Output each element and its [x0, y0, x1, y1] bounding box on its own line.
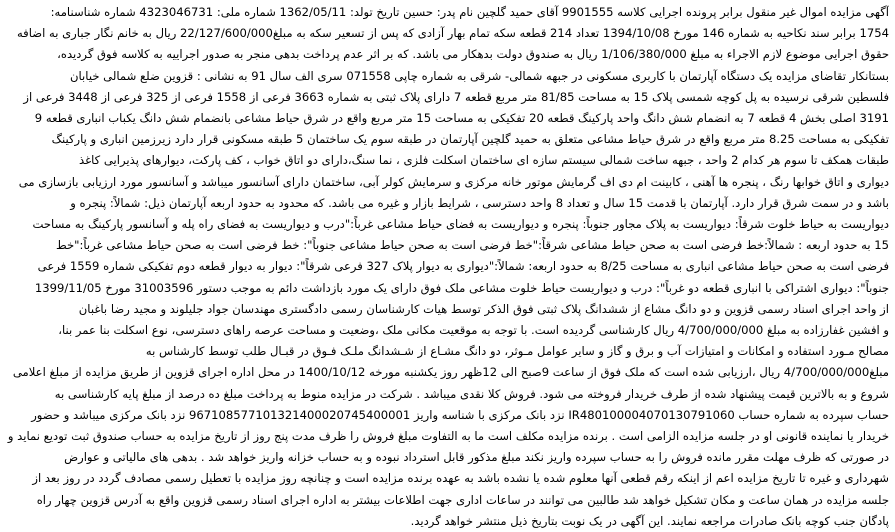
notice-line: و افشین غفارزاده به مبلغ 4/700/000/000 ریال کارشناسی گردیده است. با توجه به موقعیت مکانی ملک ،وضعیت و مساحت عرصه راهای دسترسی، نوع اسکلت بنا عمر بنا،	[58, 323, 889, 338]
notice-line: دیواریست به حیاط خلوت شرقاً: دیواریست به پلاک مجاور جنوباً: پنجره و دیواریست به فضای حیاط مشاعی غرباً:"درب و دیواریست به فضای راه پله و آسانسور پارکینگ به مساحت	[32, 217, 889, 232]
notice-line: جنوباً": دیواری اشتراکی با انباری قطعه دو غرباً": درب و دیواریست حیاط خلوت مشاعی ملک فوق دارای یک مورد بازداشت دائم به موجب دستور 31003596 مورخ 1399/11/05	[34, 280, 889, 295]
notice-line: تفکیکی به مساحت 8.25 متر مربع واقع در شرق حیاط مشاعی متعلق به حمید گلچین آپارتمان در طبقه سوم یک ساختمان 5 طبقه مسکونی قرار دارد زیرزمین انباری و پارکینگ	[51, 132, 889, 147]
notice-line: حقوق اجرایی موضوع لازم الاجراء به مبلغ 1/106/380/000 ریال به صندوق دولت بدهکار می باشد. که بر اثر عدم پرداخت بدهی منجر به صدور اجراییه به کلاسه فوق گردیده،	[57, 47, 889, 62]
notice-line: بستانکار تقاضای مزایده یک دستگاه آپارتمان با کاربری مسکونی در جبهه شمالی- شرقی به شماره چاپی 071558 سری الف سال 91 به نشانی : قزوین ضلع شمالی خیابان	[70, 68, 889, 83]
notice-line: حساب سپرده به شماره حساب IR480100004070130791060 نزد بانک مرکزی با شناسه واریز 967108577101321400020745400001 نزد بانک مرکزی میباشد و حضور	[31, 407, 889, 422]
notice-line: در صورتی که ظرف مهلت مقرر مانده فروش را به حساب سپرده واریز نکند مبلغ مذکور قابل استرداد نبوده و به حساب خزانه واریز خواهد شد . بدهی های مالیاتی و عوارض	[64, 450, 889, 465]
notice-line: طبقات همکف تا سوم هر کدام 2 واحد ، جبهه ساخت شمالی سیستم سازه ای ساختمان اسکلت فلزی ، نما سنگ،دارای دو اتاق خواب ، کف پارکت، دیوارهای پذیرایی کاغذ	[78, 153, 889, 168]
notice-line: دیواری و اتاق خوابها رنگ ، پنجره ها آهنی ، کابینت ام دی اف گرمایش موتور خانه مرکزی و سرمایش کولر آبی، ساختمان دارای آسانسور میباشد و آسانسور مورد ارزیابی بازسازی می	[18, 174, 889, 189]
notice-line: از واحد اجرای اسناد رسمی قزوین و دو دانگ مشاع از ششدانگ پلاک ثبتی فوق الذکر توسط هیات کارشناسان رسمی دادگستری مهندسان جواد جلیلوند و مجید رضا باغبان	[78, 301, 889, 316]
notice-line: آگهی مزایده اموال غیر منقول برابر پرونده اجرایی کلاسه 9901555 آقای حمید گلچین نام پدر: حسین تاریخ تولد: 1362/05/11 شماره ملی: 4323046731 شماره شناسنامه:	[50, 5, 889, 19]
notice-line: مبلغ4/700/000/000 ریال ،ارزیابی شده است که ملک فوق از ساعت 9صبح الی 12ظهر روز یکشنبه مورخه 1400/10/12 در محل اداره اجرای قزوین از طریق مزایده از مبلغ اعلامی	[12, 365, 889, 380]
notice-line: 3191 اصلی بخش 4 قطعه 7 به انضمام شش دانگ واحد پارکینگ قطعه 20 تفکیکی به مساحت 15 متر مربع واقع در شرق حیاط مشاعی بانضمام شش دانگ یکباب انباری قطعه 9	[34, 111, 889, 126]
notice-line: فرضی است به صحن حیاط مشاعی انباری به مساحت 8/25 به حدود اربعه: شمالاً:"دیواری به دیوار پلاک 327 فرعی شرقاً": دیوار به دیوار قطعه دوم تفکیکی شماره 1559 فرعی	[37, 259, 889, 274]
notice-line: شهرداری و غیره تا تاریخ مزایده اعم از اینکه رقم قطعی آنها معلوم شده یا نشده باشد به عهده برنده مزایده است و چنانچه روز مزایده با تعطیل رسمی مصادف گردد در روز بعد از	[32, 471, 889, 486]
notice-line: 1754 برابر سند نکاحیه به شماره 146 مورخ 1394/10/08 تعداد 214 قطعه سکه تمام بهار آزادی که پس از تسعیر سکه به مبلغ22/127/600/000 ریال به خانم نگار جباری به اضافه	[16, 26, 889, 41]
notice-line: مصالح مـورد استفاده و امکانات و امتیازات آب و برق و گاز و سایر عوامل مـوثر، دو دانگ مشـاع از شـشدانگ ملـک فـوق در قبـال طلب توسط کارشناس به	[145, 344, 889, 359]
notice-line: 15 به حدود اربعه : شمالاً:خط فرضی است به صحن حیاط مشاعی شرقاً:"خط فرضی است به صحن حیاط مشاعی جنوباً": خط فرضی است به صحن حیاط مشاعی غرباً:"خط	[55, 238, 889, 253]
notice-line: شروع و به بالاترین قیمت پیشنهاد شده از طرف خریدار فروخته می شود. فروش کلا نقدی میباشد . شرکت در مزایده منوط به پرداخت مبلغ ده درصد از مبلغ پایه کارشناسی به	[54, 386, 889, 401]
notice-line: باشد و در سمت شرق قرار دارد. آپارتمان با قدمت 15 سال و تعداد 8 واحد دسترسی ، شرایط بازار و غیره می باشد. که محدود به حدود اربعه آپارتمان ذیل: شمالاً: پنجره و	[70, 195, 889, 210]
notice-line: خریدار یا نماینده قانونی او در جلسه مزایده الزامی است . برنده مزایده مکلف است ما به التفاوت مبلغ فروش را ظرف مدت پنج روز از تاریخ مزایده به حساب صندوق ثبت تودیع نماید و	[7, 429, 889, 444]
notice-line: جلسه مزایده در همان ساعت و مکان تشکیل خواهد شد طالبین می توانند در ساعات اداری جهت اطلاعات بیشتر به اداره اجرای اسناد رسمی قزوین واقع به آدرس قزوین چهار راه	[36, 492, 889, 507]
notice-line: پادگان جنب کوچه بانک صادرات مراجعه نمایند. این آگهی در یک نوبت بتاریخ ذیل منتشر خواهد گردید.	[410, 513, 889, 528]
notice-line: فلسطین شرقی نرسیده به پل کوچه شمسی پلاک 15 به مساحت 81/85 متر مربع قطعه 7 دارای پلاک ثبتی به شماره 3663 فرعی از 1558 فرعی از 325 فرعی از 3448 فرعی از	[23, 89, 889, 104]
